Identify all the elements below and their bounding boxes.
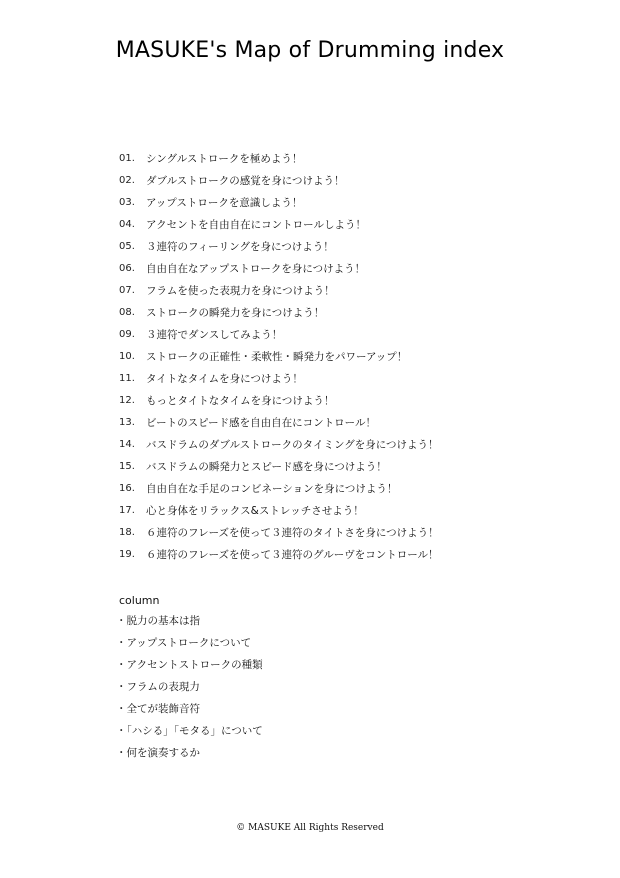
chapter-number: 06. <box>119 263 135 274</box>
chapter-number: 09. <box>119 329 135 340</box>
column-item: ・「ハシる」「モタる」について <box>116 725 263 737</box>
chapter-number: 17. <box>119 505 135 516</box>
chapter-title: アップストロークを意識しよう！ <box>146 197 303 209</box>
column-item: ・全てが装飾音符 <box>116 703 200 715</box>
chapter-title: ６連符のフレーズを使って３連符のグルーヴをコントロール！ <box>146 549 439 561</box>
list-item <box>119 482 559 504</box>
chapter-number: 11. <box>119 373 135 384</box>
chapter-title: ６連符のフレーズを使って３連符のタイトさを身につけよう！ <box>146 527 439 539</box>
list-item <box>119 504 559 526</box>
chapter-number: 03. <box>119 197 135 208</box>
column-item: ・アクセントストロークの種類 <box>116 659 263 671</box>
chapter-number: 10. <box>119 351 135 362</box>
chapter-title: バスドラムのダブルストロークのタイミングを身につけよう！ <box>146 439 439 451</box>
chapter-number: 18. <box>119 527 135 538</box>
column-item: ・フラムの表現力 <box>116 681 200 693</box>
chapter-list <box>119 152 559 570</box>
list-item <box>119 394 559 416</box>
chapter-number: 07. <box>119 285 135 296</box>
list-item <box>119 416 559 438</box>
list-item <box>119 262 559 284</box>
column-list <box>116 614 263 768</box>
column-heading: column <box>119 594 160 607</box>
chapter-title: 自由自在な手足のコンビネーションを身につけよう！ <box>146 483 398 495</box>
chapter-title: ストロークの瞬発力を身につけよう！ <box>146 307 325 319</box>
column-item: ・アップストロークについて <box>116 637 252 649</box>
list-item <box>119 350 559 372</box>
chapter-number: 19. <box>119 549 135 560</box>
chapter-number: 14. <box>119 439 135 450</box>
chapter-title: バスドラムの瞬発力とスピード感を身につけよう！ <box>146 461 387 473</box>
chapter-number: 16. <box>119 483 135 494</box>
column-item: ・何を演奏するか <box>116 747 200 759</box>
chapter-title: ３連符でダンスしてみよう！ <box>146 329 283 341</box>
list-item <box>119 526 559 548</box>
chapter-title: タイトなタイムを身につけよう！ <box>146 373 303 385</box>
list-item <box>119 328 559 350</box>
list-item <box>119 218 559 240</box>
list-item <box>119 152 559 174</box>
chapter-title: シングルストロークを極めよう！ <box>146 153 303 165</box>
chapter-number: 12. <box>119 395 135 406</box>
list-item <box>119 438 559 460</box>
chapter-title: 心と身体をリラックス&ストレッチさせよう！ <box>146 505 364 517</box>
list-item <box>119 548 559 570</box>
chapter-number: 04. <box>119 219 135 230</box>
chapter-number: 13. <box>119 417 135 428</box>
list-item <box>119 460 559 482</box>
list-item <box>119 372 559 394</box>
list-item <box>119 174 559 196</box>
copyright-footer: © MASUKE All Rights Reserved <box>236 823 384 833</box>
page-title: MASUKE's Map of Drumming index <box>115 38 505 63</box>
list-item <box>119 306 559 328</box>
chapter-number: 02. <box>119 175 135 186</box>
chapter-number: 15. <box>119 461 135 472</box>
chapter-title: もっとタイトなタイムを身につけよう！ <box>146 395 335 407</box>
chapter-title: フラムを使った表現力を身につけよう！ <box>146 285 335 297</box>
chapter-title: 自由自在なアップストロークを身につけよう！ <box>146 263 366 275</box>
chapter-title: ダブルストロークの感覚を身につけよう！ <box>146 175 345 187</box>
chapter-number: 05. <box>119 241 135 252</box>
list-item <box>119 284 559 306</box>
chapter-title: ストロークの正確性・柔軟性・瞬発力をパワーアップ！ <box>146 351 408 363</box>
chapter-title: アクセントを自由自在にコントロールしよう！ <box>146 219 366 231</box>
chapter-number: 08. <box>119 307 135 318</box>
list-item <box>119 196 559 218</box>
chapter-number: 01. <box>119 153 135 164</box>
column-item: ・脱力の基本は指 <box>116 615 200 627</box>
chapter-title: ビートのスピード感を自由自在にコントロール！ <box>146 417 376 429</box>
list-item <box>119 240 559 262</box>
chapter-title: ３連符のフィーリングを身につけよう！ <box>146 241 334 253</box>
